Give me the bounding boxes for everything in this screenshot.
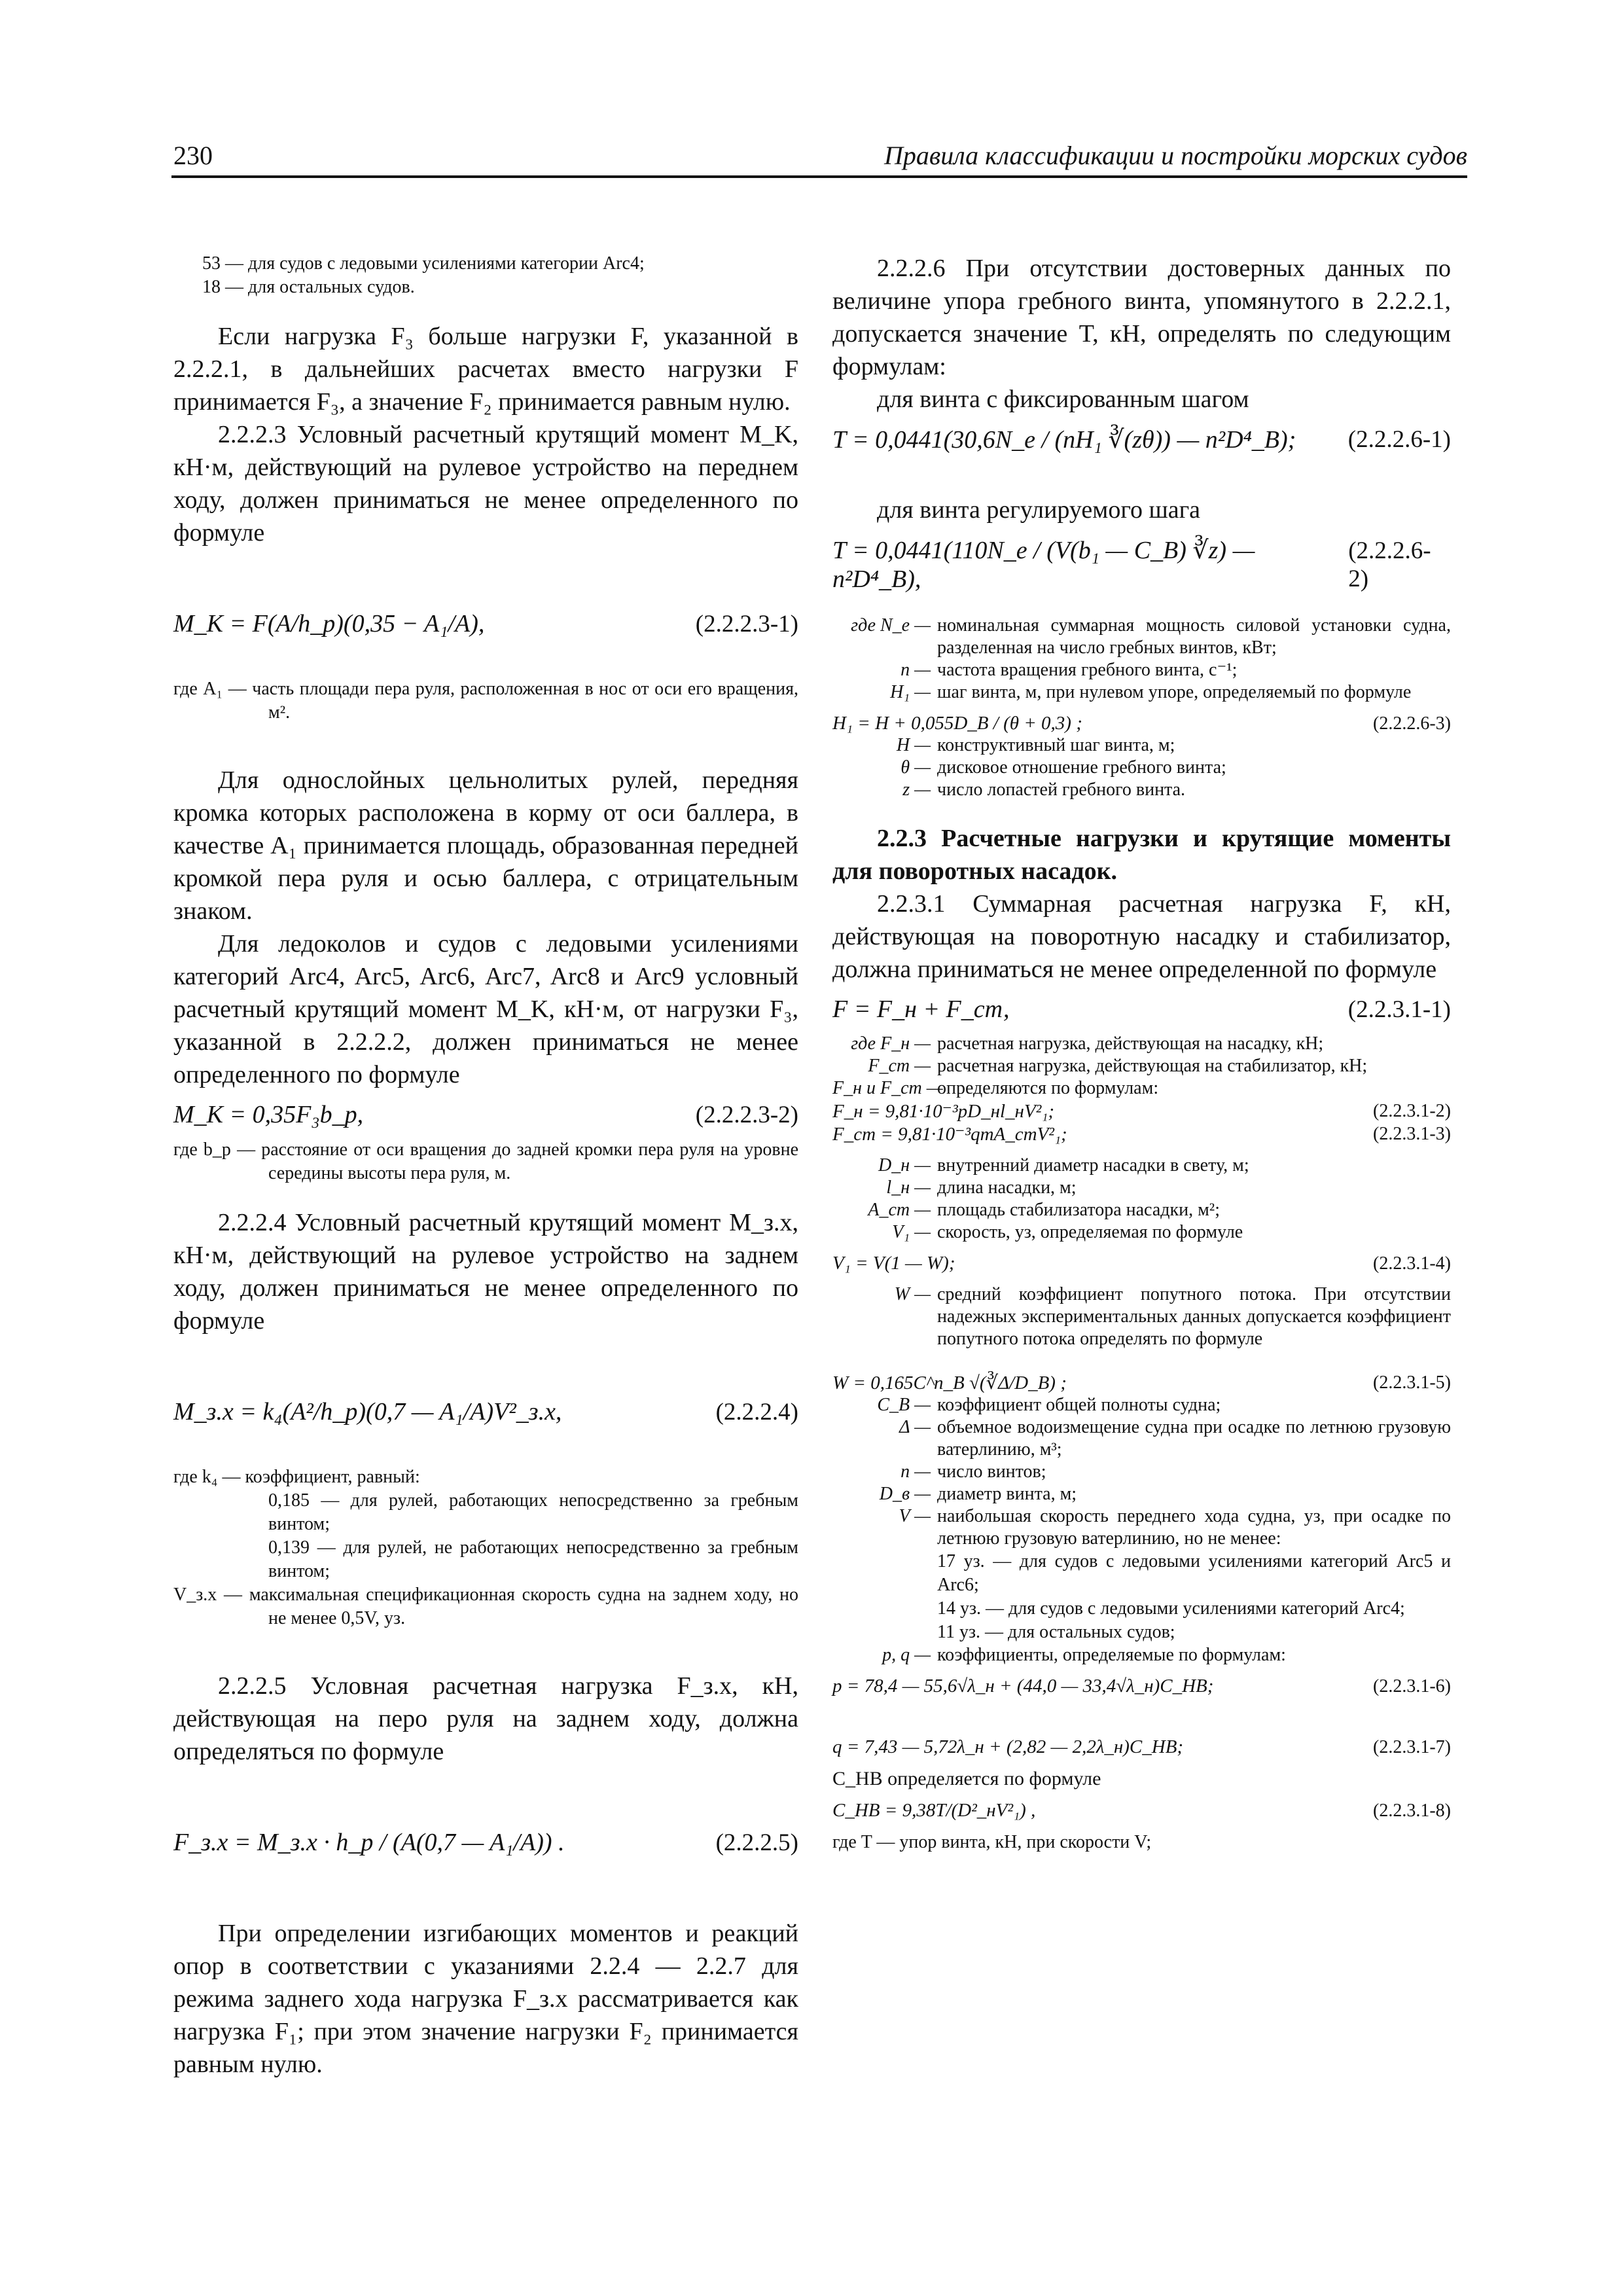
definition-symbol: p, q — <box>882 1645 931 1665</box>
formula-body: T = 0,0441(110N_e / (V(b₁ — C_B) ∛z) — n²D⁴_B), <box>832 537 1255 593</box>
definition-symbol: n — <box>901 1462 931 1482</box>
definition-text: наибольшая скорость переднего хода судна, уз, при осадке по летнюю грузовую ватерлинию, но не менее: <box>937 1506 1451 1549</box>
definition-text: число винтов; <box>937 1462 1046 1482</box>
header-rule <box>171 175 1467 178</box>
formula-number: (2.2.3.1-4) <box>1373 1253 1451 1274</box>
definition-text: шаг винта, м, при нулевом упоре, определяемый по формуле <box>937 682 1412 702</box>
definition: где k₄ — коэффициент, равный: <box>173 1467 420 1487</box>
definition-row <box>832 1055 1451 1077</box>
definition-row <box>832 1644 1451 1666</box>
paragraph: При определении изгибающих моментов и реакций опор в соответствии с указаниями 2.2.4 — 2.2.7 для режима заднего хода нагрузка F_з.х рассматривается как нагрузка F₁; при этом значение нагрузки F₂ принимается равным нулю. <box>173 1920 798 2078</box>
paragraph: для винта с фиксированным шагом <box>877 386 1249 413</box>
formula-body: F_н = 9,81·10⁻³pD_нl_нV²₁; <box>832 1101 1055 1122</box>
left-column <box>173 252 798 2081</box>
definition: V_з.х — максимальная спецификационная скорость судна на заднем ходу, но не менее 0,5V, уз. <box>173 1585 798 1628</box>
formula-2-2-3-1-1 <box>832 995 1451 1024</box>
definition-text: внутренний диаметр насадки в свету, м; <box>937 1155 1249 1175</box>
clause-2-2-2-5: 2.2.2.5 Условная расчетная нагрузка F_з.х, кН, действующая на перо руля на заднем ходу, должна определяться по формуле <box>173 1672 798 1765</box>
formula-body: M_K = F(A/h_p)(0,35 − A₁/A), <box>173 610 485 637</box>
paragraph: для винта регулируемого шага <box>877 496 1201 524</box>
formula-body: C_HB = 9,38T/(D²_нV²₁) , <box>832 1800 1036 1821</box>
definition-row <box>832 1283 1451 1350</box>
formula-2-2-3-1-6 <box>832 1676 1451 1697</box>
definition-text: число лопастей гребного винта. <box>937 780 1186 800</box>
formula-2-2-2-5 <box>173 1828 798 1857</box>
definition-row <box>832 1483 1451 1505</box>
definition-text: средний коэффициент попутного потока. При отсутствии надежных экспериментальных данных допускается коэффициент попутного потока определять по формуле <box>937 1284 1451 1349</box>
paragraph: Для ледоколов и судов с ледовыми усилениями категорий Arc4, Arc5, Arc6, Arc7, Arc8 и Arc9 условный расчетный крутящий момент M_K, кН·м, от нагрузки F₃, указанной в 2.2.2.2, должен приниматься не менее определенного по формуле <box>173 930 798 1088</box>
definition-symbol: C_B — <box>877 1395 931 1415</box>
definition-symbol: n — <box>901 660 931 680</box>
definition-symbol: V — <box>899 1506 931 1526</box>
formula-number: (2.2.3.1-5) <box>1373 1372 1451 1393</box>
definition-text: расчетная нагрузка, действующая на стабилизатор, кН; <box>937 1056 1368 1076</box>
paragraph: Для однослойных цельнолитых рулей, передняя кромка которых расположена в корму от оси баллера, в качестве A₁ принимается площадь, образованная передней кромкой пера руля и осью баллера, с отрицательным знаком. <box>173 766 798 925</box>
definition-text: частота вращения гребного винта, с⁻¹; <box>937 660 1238 680</box>
clause-2-2-2-6: 2.2.2.6 При отсутствии достоверных данных по величине упора гребного винта, упомянутого в 2.2.2.1, допускается значение T, кН, определять по следующим формулам: <box>832 255 1451 380</box>
formula-body: F = F_н + F_ст, <box>832 996 1010 1023</box>
definition-row <box>832 1077 1451 1100</box>
formula-body: W = 0,165C^n_B √(∛Δ/D_B) ; <box>832 1372 1067 1393</box>
definition-text: коэффициенты, определяемые по формулам: <box>937 1645 1286 1665</box>
formula-number: (2.2.3.1-1) <box>1347 996 1451 1023</box>
definition-symbol: F_н и F_ст — <box>832 1078 943 1098</box>
definition-symbol: θ — <box>901 757 931 778</box>
formula-2-2-3-1-3 <box>832 1122 1451 1145</box>
definition-row <box>832 1033 1451 1055</box>
definition-list <box>832 1394 1451 1550</box>
definition-list <box>832 1033 1451 1100</box>
formula-2-2-3-1-2 <box>832 1100 1451 1122</box>
definition-symbol: W — <box>894 1284 931 1304</box>
definition-row <box>832 1177 1451 1199</box>
formula-2-2-3-1-5 <box>832 1371 1451 1394</box>
note-line: 53 — для судов с ледовыми усилениями категории Arc4; <box>202 253 645 274</box>
formula-body: q = 7,43 — 5,72λ_н + (2,82 — 2,2λ_н)C_HB; <box>832 1736 1184 1757</box>
formula-2-2-2-3-1 <box>173 609 798 638</box>
formula-number: (2.2.3.1-2) <box>1373 1100 1451 1121</box>
definition-text: скорость, уз, определяемая по формуле <box>937 1222 1243 1242</box>
page-number: 230 <box>173 141 213 170</box>
definition-row <box>832 757 1451 779</box>
definition-symbol: D_в — <box>879 1484 931 1504</box>
definition-text: диаметр винта, м; <box>937 1484 1077 1504</box>
definition-text: дисковое отношение гребного винта; <box>937 757 1226 778</box>
definition-list <box>832 734 1451 801</box>
definition-symbol: Δ — <box>899 1417 931 1437</box>
definition-row <box>832 659 1451 681</box>
definition-symbol: V₁ — <box>892 1222 931 1242</box>
paragraph: C_HB определяется по формуле <box>832 1768 1101 1789</box>
definition-text: конструктивный шаг винта, м; <box>937 735 1175 755</box>
definition-text: коэффициент общей полноты судна; <box>937 1395 1221 1415</box>
definition: где T — упор винта, кН, при скорости V; <box>832 1832 1152 1852</box>
formula-body: M_K = 0,35F₃b_p, <box>173 1101 364 1128</box>
formula-number: (2.2.3.1-7) <box>1373 1736 1451 1757</box>
note-line: 18 — для остальных судов. <box>202 277 415 297</box>
formula-2-2-2-4 <box>173 1397 798 1426</box>
definition: где b_p — расстояние от оси вращения до задней кромки пера руля на уровне середины высоты пера руля, м. <box>173 1139 798 1183</box>
formula-body: T = 0,0441(30,6N_e / (nH₁ ∛(zθ)) — n²D⁴_B); <box>832 426 1296 454</box>
definition-row <box>832 615 1451 659</box>
formula-number: (2.2.2.3-1) <box>695 610 798 637</box>
definition: где A₁ — часть площади пера руля, расположенная в нос от оси его вращения, м². <box>173 679 798 723</box>
formula-number: (2.2.2.4) <box>715 1398 798 1426</box>
running-header-title: Правила классификации и постройки морских судов <box>883 141 1467 170</box>
clause-2-2-3-1: 2.2.3.1 Суммарная расчетная нагрузка F, кН, действующая на поворотную насадку и стабилизатор, должна приниматься не менее определенной по формуле <box>832 890 1451 983</box>
definition-row <box>832 1505 1451 1550</box>
definition-symbol: H₁ — <box>890 682 931 702</box>
definition-row <box>832 734 1451 757</box>
definition-symbol: D_н — <box>878 1155 931 1175</box>
formula-body: F_ст = 9,81·10⁻³qmA_стV²₁; <box>832 1124 1067 1145</box>
definition-row <box>832 1461 1451 1483</box>
formula-number: (2.2.3.1-6) <box>1373 1676 1451 1696</box>
definition-text: объемное водоизмещение судна при осадке по летнюю грузовую ватерлинию, м³; <box>937 1417 1451 1460</box>
definition-symbol: F_ст — <box>868 1056 931 1076</box>
definition-symbol: где F_н — <box>851 1033 931 1054</box>
formula-number: (2.2.3.1-3) <box>1373 1123 1451 1144</box>
formula-number: (2.2.2.6-2) <box>1348 537 1431 592</box>
definition-list <box>832 1644 1451 1666</box>
definition-list <box>832 615 1451 704</box>
paragraph: Если нагрузка F₃ больше нагрузки F, указанной в 2.2.2.1, в дальнейших расчетах вместо нагрузки F принимается F₃, а значение F₂ принимается равным нулю. <box>173 323 798 416</box>
definition-symbol: z — <box>902 780 931 800</box>
formula-2-2-3-1-7 <box>832 1736 1451 1758</box>
definition-item: 17 уз. — для судов с ледовыми усилениями категорий Arc5 и Arc6; <box>937 1551 1451 1595</box>
formula-2-2-2-3-2 <box>173 1100 798 1129</box>
definition-text: номинальная суммарная мощность силовой установки судна, разделенная на число гребных винтов, кВт; <box>937 615 1451 658</box>
formula-2-2-2-6-3 <box>832 713 1451 734</box>
formula-body: F_з.х = M_з.х · h_p / (A(0,7 — A₁/A)) . <box>173 1829 565 1856</box>
definition-row <box>832 1199 1451 1221</box>
definition-text: длина насадки, м; <box>937 1177 1077 1198</box>
section-2-2-3: 2.2.3 Расчетные нагрузки и крутящие моменты для поворотных насадок. <box>832 825 1451 885</box>
definition-row <box>832 779 1451 801</box>
clause-2-2-2-3: 2.2.2.3 Условный расчетный крутящий момент M_K, кН·м, действующий на рулевое устройство на переднем ходу, должен приниматься не менее определенного по формуле <box>173 421 798 547</box>
definition-item: 14 уз. — для судов с ледовыми усилениями категорий Arc4; <box>937 1598 1405 1619</box>
formula-number: (2.2.2.5) <box>715 1829 798 1856</box>
clause-2-2-2-4: 2.2.2.4 Условный расчетный крутящий момент M_з.х, кН·м, действующий на рулевое устройство на заднем ходу, должен приниматься не менее определенного по формуле <box>173 1209 798 1335</box>
formula-2-2-3-1-8 <box>832 1800 1451 1821</box>
definition-text: площадь стабилизатора насадки, м²; <box>937 1200 1220 1220</box>
definition-item: 0,185 — для рулей, работающих непосредственно за гребным винтом; <box>268 1490 798 1534</box>
formula-2-2-2-6-2 <box>832 535 1451 594</box>
formula-number: (2.2.2.6-1) <box>1347 426 1451 453</box>
formula-2-2-2-6-1 <box>832 425 1451 454</box>
definition-row <box>832 1394 1451 1416</box>
definition-item: 0,139 — для рулей, не работающих непосредственно за гребным винтом; <box>268 1537 798 1581</box>
definition-list <box>832 1283 1451 1350</box>
formula-number: (2.2.2.3-2) <box>695 1101 798 1128</box>
definition-list <box>832 1155 1451 1244</box>
definition-symbol: где N_e — <box>851 615 931 636</box>
formula-body: H₁ = H + 0,055D_B / (θ + 0,3) ; <box>832 713 1082 734</box>
formula-body: p = 78,4 — 55,6√λ_н + (44,0 — 33,4√λ_н)C_HB; <box>832 1676 1214 1696</box>
definition-row <box>832 1416 1451 1461</box>
definition-row <box>832 1155 1451 1177</box>
definition-row <box>832 681 1451 704</box>
formula-number: (2.2.3.1-8) <box>1373 1800 1451 1821</box>
definition-text: определяются по формулам: <box>937 1078 1159 1098</box>
formula-body: M_з.х = k₄(A²/h_p)(0,7 — A₁/A)V²_з.х, <box>173 1398 562 1426</box>
definition-text: расчетная нагрузка, действующая на насадку, кН; <box>937 1033 1324 1054</box>
formula-number: (2.2.2.6-3) <box>1373 713 1451 734</box>
right-column <box>832 252 1451 1854</box>
definition-symbol: H — <box>896 735 931 755</box>
definition-symbol: A_ст — <box>868 1200 931 1220</box>
formula-2-2-3-1-4 <box>832 1253 1451 1274</box>
definition-row <box>832 1221 1451 1244</box>
formula-body: V₁ = V(1 — W); <box>832 1253 955 1274</box>
definition-symbol: l_н — <box>886 1177 931 1198</box>
definition-item: 11 уз. — для остальных судов; <box>937 1622 1175 1642</box>
